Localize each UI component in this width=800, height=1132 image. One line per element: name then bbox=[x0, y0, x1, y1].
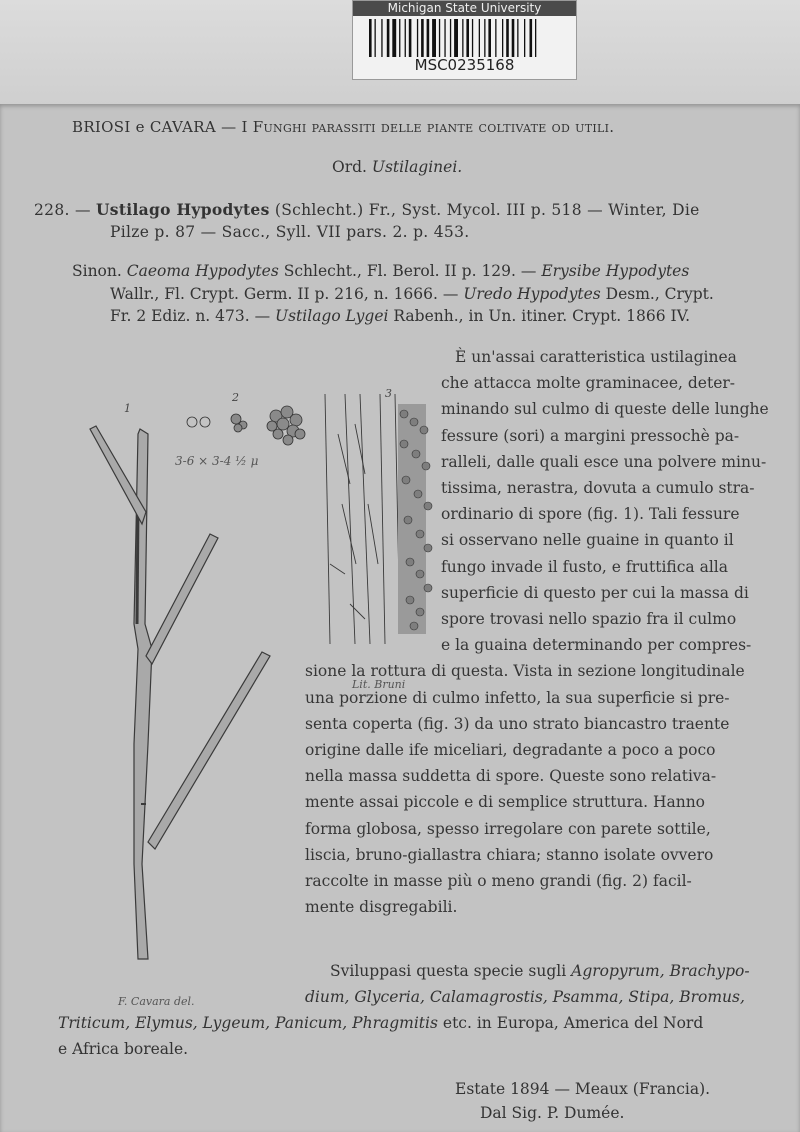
description-line: fungo invade il fusto, e fruttifica alla bbox=[441, 557, 728, 576]
description-line: e la guaina determinando per compres- bbox=[441, 636, 752, 655]
host-genera: Agropyrum, Brachypo- bbox=[571, 962, 750, 980]
distribution-text: etc. in Europa, America del Nord bbox=[442, 1014, 704, 1032]
barcode-bar bbox=[386, 19, 389, 57]
description-line: spore trovasi nello spazio fra il culmo bbox=[441, 610, 737, 628]
description-line: senta coperta (fig. 3) da uno strato biancastro traente bbox=[305, 714, 730, 733]
synonym-ref: Desm., Crypt. bbox=[605, 285, 714, 303]
barcode-bar bbox=[517, 19, 518, 57]
description-line: È un'assai caratteristica ustilaginea bbox=[455, 348, 737, 366]
barcode-bar bbox=[438, 19, 439, 57]
barcode-bar bbox=[399, 19, 400, 57]
spore-cluster-drawing bbox=[187, 406, 305, 445]
distribution-line-2 bbox=[305, 988, 745, 1006]
barcode-bar bbox=[502, 19, 503, 57]
description-line: mente assai piccole e di semplice struttura. Hanno bbox=[305, 793, 706, 812]
distribution-line-4: e Africa boreale. bbox=[58, 1040, 189, 1058]
description-line: origine dalle ife miceliari, degradante a poco a poco bbox=[305, 741, 716, 759]
barcode-bar bbox=[529, 19, 532, 57]
figure-label-2: 2 bbox=[232, 391, 239, 404]
barcode-bar bbox=[408, 19, 411, 57]
synonym-name: Ustilago Lygei bbox=[275, 307, 389, 325]
barcode-bar bbox=[374, 19, 375, 57]
species-author: (Schlecht.) bbox=[274, 201, 364, 219]
barcode-bar bbox=[454, 19, 458, 57]
barcode-bar bbox=[488, 19, 491, 57]
figure-label-3: 3 bbox=[385, 387, 392, 400]
host-genera: dium, Glyceria, Calamagrostis, Psamma, Stipa, Bromus, bbox=[305, 988, 745, 1006]
synonym-name: Uredo Hypodytes bbox=[463, 285, 601, 303]
description-line: ordinario di spore (fig. 1). Tali fessure bbox=[441, 505, 740, 524]
synonym-ref: Wallr., Fl. Crypt. Germ. II p. 216, n. 1666. — bbox=[110, 285, 459, 303]
barcode-bar bbox=[416, 19, 417, 57]
barcode-bar bbox=[506, 19, 509, 57]
description-line: raccolte in masse più o meno grandi (fig. 2) facil- bbox=[305, 872, 692, 890]
collection-locality: Estate 1894 — Meaux (Francia). bbox=[455, 1080, 711, 1098]
species-name: Ustilago Hypodytes bbox=[95, 200, 270, 219]
header-title: — I Funghi parassiti delle piante coltivate od utili. bbox=[221, 118, 615, 136]
synonym-name: Erysibe Hypodytes bbox=[541, 262, 690, 280]
culm-section-drawing bbox=[325, 394, 400, 644]
entry-number: 228. — bbox=[34, 201, 91, 219]
description-line: mente disgregabili. bbox=[305, 898, 458, 917]
printed-page bbox=[0, 104, 800, 1132]
entry-line-2: Pilze p. 87 — Sacc., Syll. VII pars. 2. p. 453. bbox=[110, 223, 470, 241]
barcode-bar bbox=[535, 19, 536, 57]
barcode-bar bbox=[524, 19, 525, 57]
synonym-ref: Rabenh., in Un. itiner. Crypt. 1866 IV. bbox=[393, 307, 691, 325]
barcode-bar bbox=[471, 19, 472, 57]
entry-reference: Fr., Syst. Mycol. III p. 518 — Winter, Die bbox=[368, 201, 700, 219]
description-line: forma globosa, spesso irregolare con parete sottile, bbox=[305, 819, 711, 838]
spore-layer-drawing bbox=[398, 404, 432, 634]
barcode-bar bbox=[466, 19, 469, 57]
order-prefix: Ord. bbox=[332, 158, 367, 176]
description-line: liscia, bruno-giallastra chiara; stanno isolate ovvero bbox=[305, 845, 714, 864]
barcode-bar bbox=[478, 19, 479, 57]
description-line: nella massa suddetta di spore. Queste sono relativa- bbox=[305, 767, 717, 786]
barcode-bar bbox=[484, 19, 485, 57]
description-line: ralleli, dalle quali esce una polvere minu- bbox=[441, 452, 767, 471]
description-line: che attacca molte graminacee, deter- bbox=[441, 374, 736, 393]
barcode-bar bbox=[495, 19, 496, 57]
description-line: sione la rottura di questa. Vista in sezione longitudinale bbox=[305, 662, 745, 681]
synonym-ref: Fr. 2 Ediz. n. 473. — bbox=[110, 307, 271, 325]
barcode-bar bbox=[511, 19, 514, 57]
barcode-bar bbox=[404, 19, 405, 57]
synonym-ref: Schlecht., Fl. Berol. II p. 129. — bbox=[283, 262, 537, 280]
description-line: tissima, nerastra, dovuta a cumulo stra- bbox=[441, 479, 755, 497]
barcode-bar bbox=[421, 19, 424, 57]
barcode-bar bbox=[381, 19, 382, 57]
barcode-bar bbox=[426, 19, 429, 57]
catalog-number: MSC0235168 bbox=[414, 56, 515, 74]
spore-size-label: 3-6 × 3-4 ½ μ bbox=[175, 454, 259, 468]
barcode-bar bbox=[369, 19, 372, 57]
distribution-text: Sviluppasi questa specie sugli bbox=[330, 962, 567, 980]
distribution-line-3 bbox=[58, 1014, 703, 1032]
host-genera: Triticum, Elymus, Lygeum, Panicum, Phragmitis bbox=[58, 1014, 438, 1032]
description-line: minando sul culmo di queste delle lunghe bbox=[441, 400, 769, 419]
distribution-line-1 bbox=[330, 962, 750, 980]
barcode-bar bbox=[432, 19, 436, 57]
barcode-image bbox=[365, 19, 565, 57]
barcode-bar bbox=[462, 19, 463, 57]
description-line: fessure (sori) a margini pressochè pa- bbox=[441, 426, 740, 445]
herbarium-barcode-label bbox=[352, 0, 577, 80]
description-line: una porzione di culmo infetto, la sua superficie si pre- bbox=[305, 688, 730, 707]
institution-name: Michigan State University bbox=[353, 1, 576, 16]
barcode-bar bbox=[449, 19, 450, 57]
artist-signature: F. Cavara del. bbox=[118, 995, 195, 1008]
description-line: si osservano nelle guaine in quanto il bbox=[441, 531, 734, 550]
grass-culm-drawing bbox=[90, 426, 270, 959]
barcode-bar bbox=[392, 19, 396, 57]
synonym-prefix: Sinon. bbox=[72, 262, 122, 280]
lithographer-signature: Lit. Bruni bbox=[352, 678, 406, 691]
header-authors: BRIOSI e CAVARA bbox=[72, 118, 216, 136]
order-name: Ustilaginei. bbox=[371, 158, 463, 176]
barcode-bar bbox=[444, 19, 445, 57]
description-line: superficie di questo per cui la massa di bbox=[441, 583, 749, 602]
synonym-name: Caeoma Hypodytes bbox=[126, 262, 279, 280]
collection-collector: Dal Sig. P. Dumée. bbox=[480, 1104, 625, 1122]
figure-label-1: 1 bbox=[124, 402, 131, 415]
